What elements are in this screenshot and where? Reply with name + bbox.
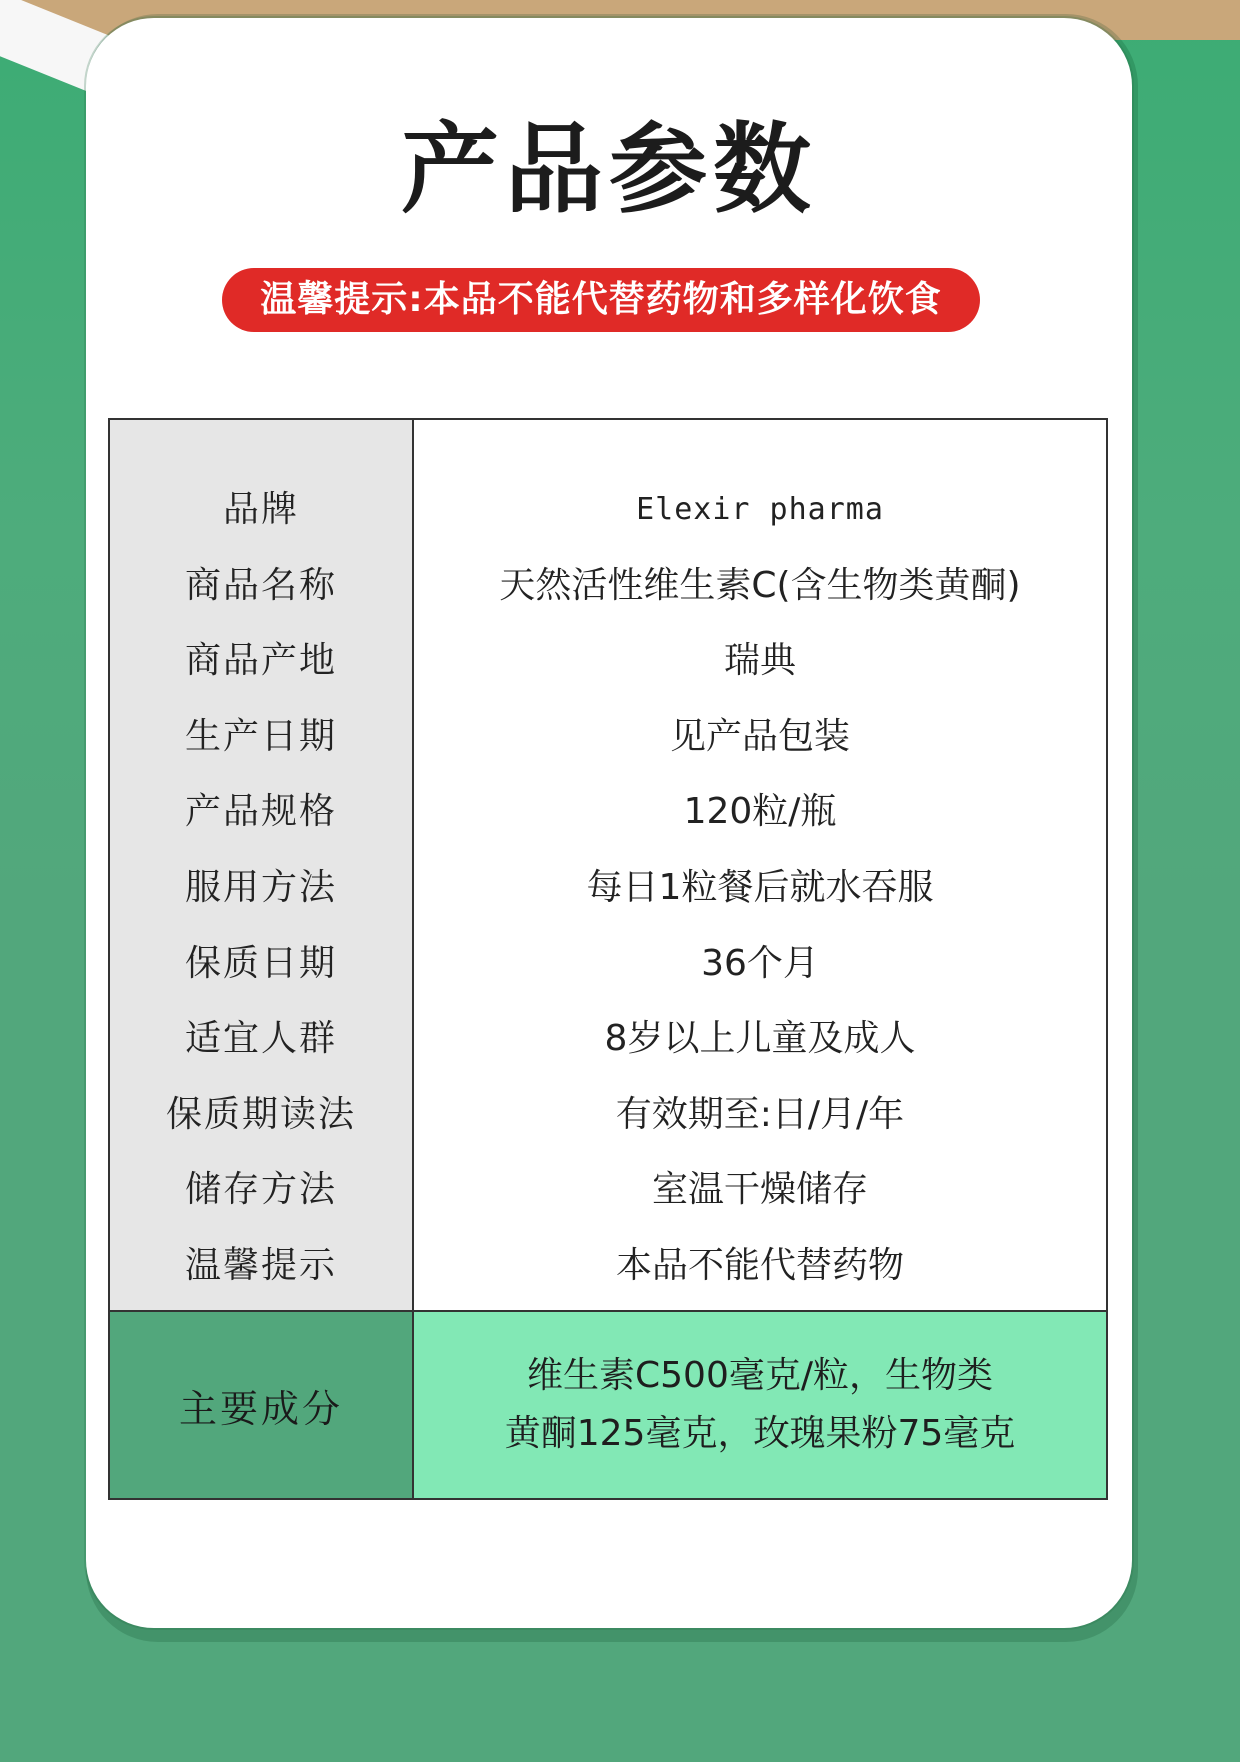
row-label-notice: 温馨提示 (184, 1244, 337, 1286)
value-column (414, 420, 1106, 1310)
row-value-notice: 本品不能代替药物 (615, 1244, 904, 1286)
ingredients-row (110, 1312, 1106, 1498)
ingredients-line-1: 维生素C500毫克/粒，生物类 (527, 1355, 993, 1396)
row-label-expiry-format: 保质期读法 (165, 1093, 356, 1135)
row-label-shelf-life: 保质日期 (184, 942, 337, 984)
parameter-table (108, 418, 1108, 1500)
ingredients-value (414, 1312, 1106, 1498)
row-value-storage: 室温干燥储存 (651, 1169, 868, 1211)
label-column (110, 420, 414, 1310)
row-label-target-group: 适宜人群 (184, 1018, 337, 1060)
row-value-product-name: 天然活性维生素C(含生物类黄酮) (499, 564, 1021, 606)
parameter-card (86, 18, 1132, 1628)
row-value-brand: Elexir pharma (636, 492, 884, 527)
row-value-shelf-life: 36个月 (701, 942, 819, 984)
row-value-production-date: 见产品包装 (669, 715, 850, 757)
row-value-usage: 每日1粒餐后就水吞服 (586, 866, 934, 908)
row-value-origin: 瑞典 (723, 640, 796, 682)
row-value-target-group: 8岁以上儿童及成人 (604, 1018, 916, 1060)
row-label-usage: 服用方法 (184, 866, 337, 908)
row-label-origin: 商品产地 (184, 640, 337, 682)
row-label-specification: 产品规格 (184, 791, 337, 833)
page-title: 产品参数 (400, 113, 817, 227)
ingredients-line-2: 黄酮125毫克，玫瑰果粉75毫克 (504, 1413, 1016, 1454)
row-label-storage: 储存方法 (184, 1169, 337, 1211)
row-value-expiry-format: 有效期至:日/月/年 (615, 1093, 905, 1135)
row-value-specification: 120粒/瓶 (683, 791, 837, 833)
row-label-production-date: 生产日期 (184, 715, 337, 757)
parameter-table-body (110, 420, 1106, 1312)
row-label-brand: 品牌 (222, 489, 299, 530)
tip-banner: 温馨提示:本品不能代替药物和多样化饮食 (222, 268, 980, 332)
row-label-product-name: 商品名称 (184, 564, 337, 606)
ingredients-label: 主要成分 (110, 1312, 414, 1498)
